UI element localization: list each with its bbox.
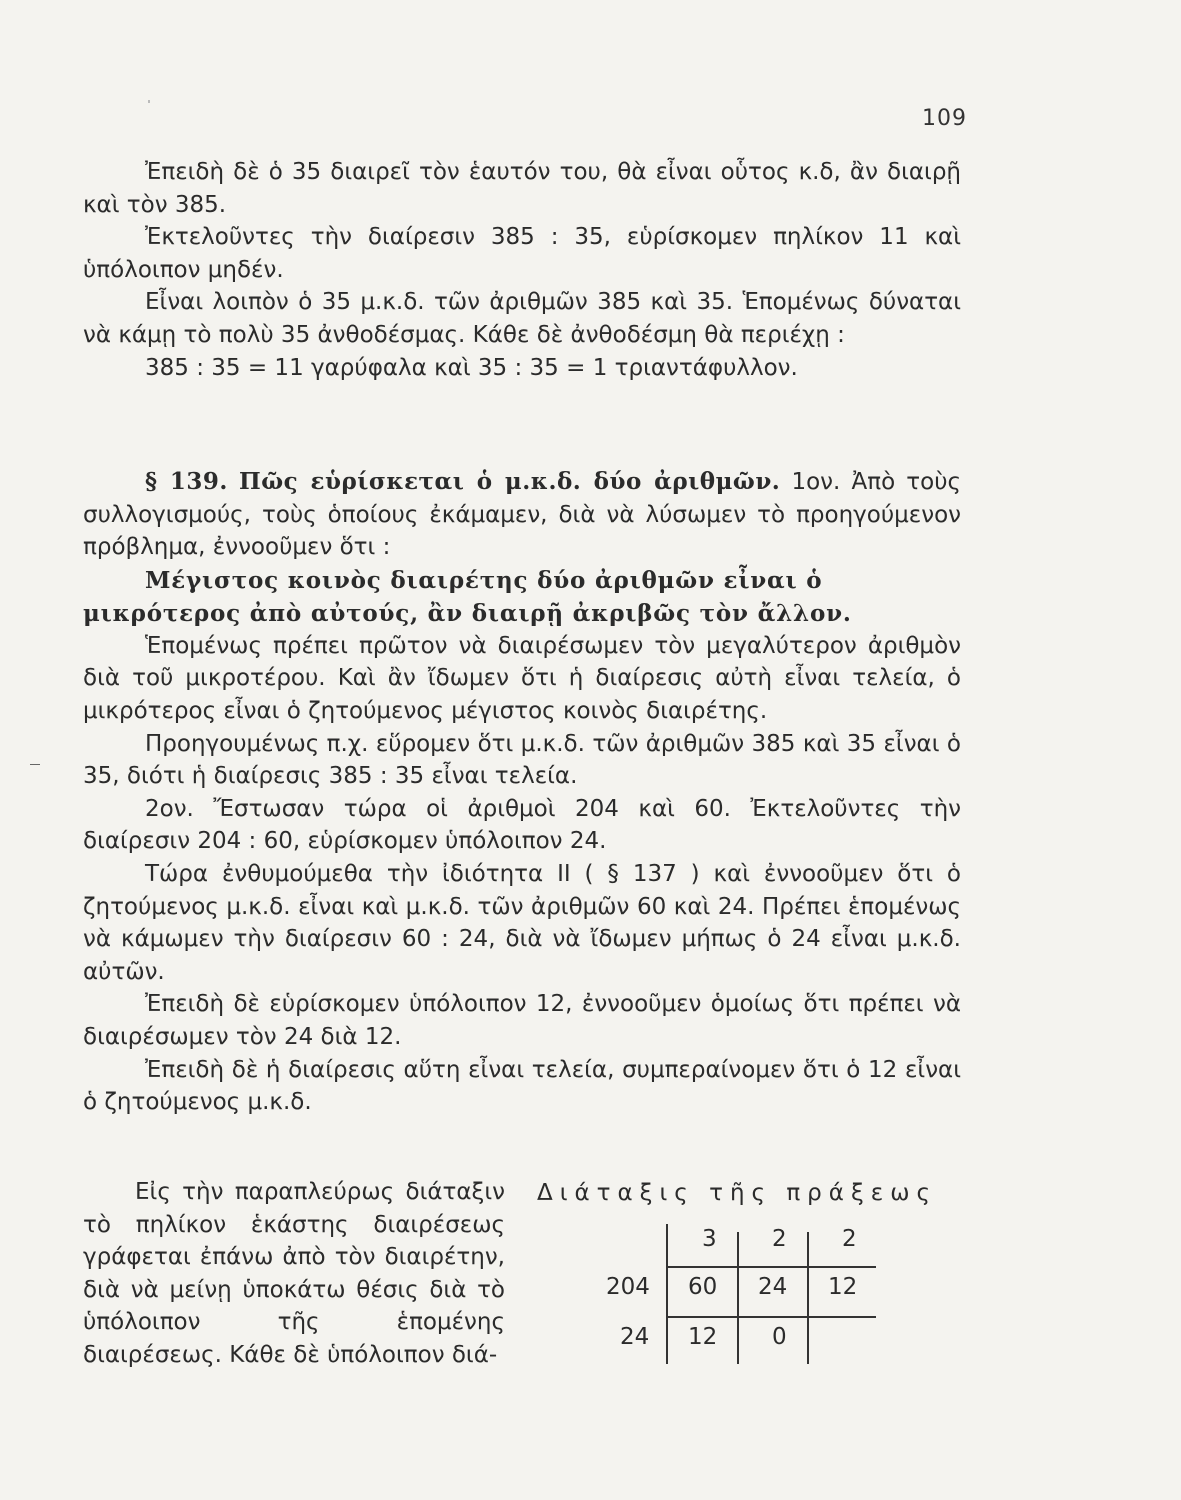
paragraph: Προηγουμένως π.χ. εὕρομεν ὅτι μ.κ.δ. τῶν ἀριθμῶν 385 καὶ 35 εἶναι ὁ 35, διότι ἡ διαίρεσις 385 : 35 εἶναι τελεία.: [83, 730, 961, 790]
margin-dot: [148, 100, 150, 103]
divider-line: [666, 1224, 668, 1364]
quotient-2: 2: [772, 1226, 787, 1252]
divider-line: [737, 1232, 739, 1364]
side-paragraph: Εἰς τὴν παραπλεύρως διάταξιν τὸ πηλίκον ἑκάστης διαιρέσεως γράφεται ἐπάνω ἀπὸ τὸν διαιρέτην, διὰ νὰ μείνῃ ὑποκάτω θέσις διὰ τὸ ὑπόλοιπον τῆς ἑπομένης διαιρέσεως. Κάθε δὲ ὑπόλοιπον διά-: [83, 1179, 505, 1368]
section-title: Πῶς εὑρίσκεται ὁ μ.κ.δ. δύο ἀριθμῶν.: [239, 468, 781, 495]
divider-line: [666, 1316, 876, 1318]
top-text-block: [83, 156, 961, 384]
divisor-1: 60: [688, 1274, 718, 1300]
bold-rule: Μέγιστος κοινὸς διαιρέτης δύο ἀριθμῶν εἶναι ὁ μικρότερος ἀπὸ αὐτούς, ἂν διαιρῇ ἀκριβῶς τὸν ἄλλον.: [83, 566, 852, 627]
first-remainder: 24: [620, 1324, 650, 1350]
intro-text: Ἀπὸ τοὺς συλλογισμούς, τοὺς ὁποίους ἐκάμαμεν, διὰ νὰ λύσωμεν τὸ προηγούμενον πρόβλημα, ἐννοοῦμεν ὅτι :: [83, 469, 962, 561]
paragraph: Ἐπειδὴ δὲ ὁ 35 διαιρεῖ τὸν ἑαυτόν του, θὰ εἶναι οὗτος κ.δ, ἂν διαιρῇ καὶ τὸν 385.: [83, 159, 961, 218]
section-139: [83, 466, 961, 1119]
divider-line: [807, 1232, 809, 1364]
quotient-1: 3: [702, 1226, 717, 1252]
paragraph: Εἶναι λοιπὸν ὁ 35 μ.κ.δ. τῶν ἀριθμῶν 385 καὶ 35. Ἑπομένως δύναται νὰ κάμῃ τὸ πολὺ 35 ἀνθοδέσμας. Κάθε δὲ ἀνθοδέσμη θὰ περιέχῃ :: [83, 289, 961, 348]
equation-line: 385 : 35 = 11 γαρύφαλα καὶ 35 : 35 = 1 τριαντάφυλλον.: [145, 354, 798, 381]
paragraph: Ἐπειδὴ δὲ εὑρίσκομεν ὑπόλοιπον 12, ἐννοοῦμεν ὁμοίως ὅτι πρέπει νὰ διαιρέσωμεν τὸν 24 διὰ 12.: [83, 991, 961, 1050]
divisor-2: 24: [758, 1274, 788, 1300]
side-text-column: [83, 1176, 505, 1372]
quotient-3: 2: [842, 1226, 857, 1252]
remainder-1: 12: [688, 1324, 718, 1350]
page-number: 109: [922, 106, 967, 131]
margin-dash: [30, 764, 40, 765]
paragraph: Ἐπειδὴ δὲ ἡ διαίρεσις αὕτη εἶναι τελεία, συμπεραίνομεν ὅτι ὁ 12 εἶναι ὁ ζητούμενος μ.κ.δ.: [83, 1056, 961, 1116]
paragraph: 2ον. Ἔστωσαν τώρα οἱ ἀριθμοὶ 204 καὶ 60. Ἐκτελοῦντες τὴν διαίρεσιν 204 : 60, εὑρίσκομεν ὑπόλοιπον 24.: [83, 795, 961, 855]
section-number: § 139.: [145, 468, 228, 495]
dividend: 204: [606, 1274, 650, 1300]
divider-line: [666, 1266, 876, 1268]
divisor-3: 12: [828, 1274, 858, 1300]
section-intro: [83, 466, 961, 564]
paragraph: Ἐκτελοῦντες τὴν διαίρεσιν 385 : 35, εὑρίσκομεν πηλίκον 11 καὶ ὑπόλοιπον μηδέν.: [83, 224, 961, 283]
paragraph: Ἑπομένως πρέπει πρῶτον νὰ διαιρέσωμεν τὸν μεγαλύτερον ἀριθμὸν διὰ τοῦ μικροτέρου. Καὶ ἂν ἴδωμεν ὅτι ἡ διαίρεσις αὐτὴ εἶναι τελεία, ὁ μικρότερος εἶναι ὁ ζητούμενος μέγιστος κοινὸς διαιρέτης.: [83, 632, 961, 724]
paragraph: Τώρα ἐνθυμούμεθα τὴν ἰδιότητα II ( § 137 ) καὶ ἐννοοῦμεν ὅτι ὁ ζητούμενος μ.κ.δ. εἶναι καὶ μ.κ.δ. τῶν ἀριθμῶν 60 καὶ 24. Πρέπει ἑπομένως νὰ κάμωμεν τὴν διαίρεσιν 60 : 24, διὰ νὰ ἴδωμεν μήπως ὁ 24 εἶναι μ.κ.δ. αὐτῶν.: [83, 860, 961, 985]
intro-label: 1ον.: [791, 469, 841, 495]
remainder-2: 0: [772, 1324, 787, 1350]
division-diagram: [570, 1222, 890, 1372]
diagram-title: Διάταξις τῆς πράξεως: [537, 1180, 937, 1206]
